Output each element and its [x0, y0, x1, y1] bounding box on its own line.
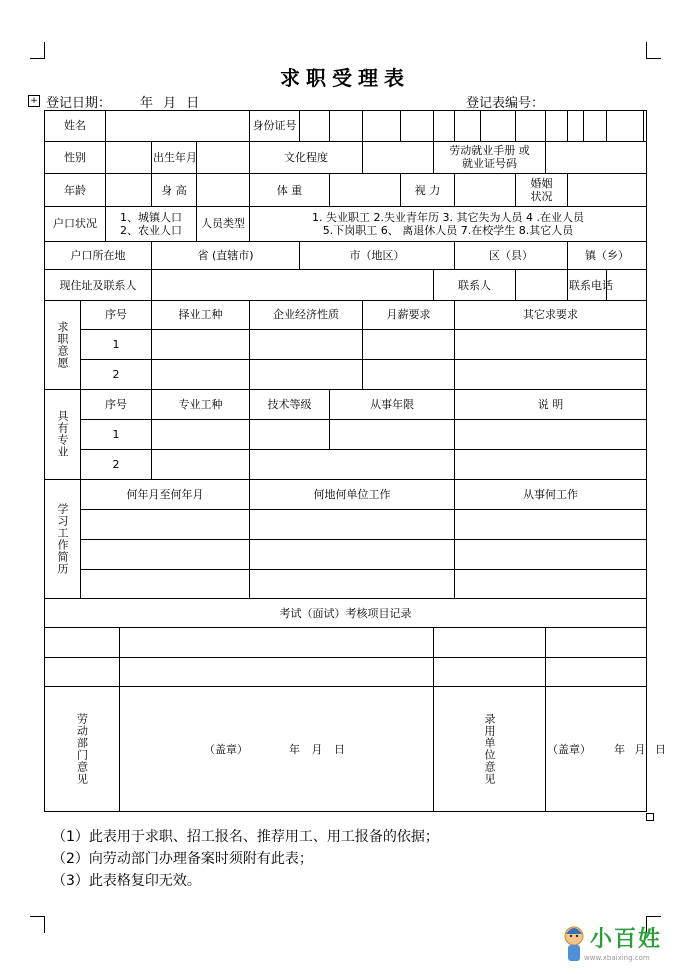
- history-cell[interactable]: [455, 569, 647, 599]
- field-age[interactable]: [106, 174, 152, 207]
- reg-date-label: 登记日期：: [46, 96, 112, 111]
- exam-row: [45, 627, 647, 657]
- intent-col-enterprise: 企业经济性质: [250, 301, 363, 330]
- skills-header-row: [45, 389, 647, 419]
- footnotes: [52, 826, 439, 892]
- exam-cell[interactable]: [120, 657, 434, 687]
- history-cell[interactable]: [250, 569, 455, 599]
- label-labor-card-line1: 劳动就业手册 或: [449, 144, 530, 158]
- skills-cell[interactable]: [455, 450, 647, 480]
- application-form-table: [44, 110, 670, 812]
- person-type-line2[interactable]: 5.下岗职工 6、 离退休人员 7.在校学生 8.其它人员: [322, 223, 574, 237]
- label-skills: 具有专业: [45, 389, 81, 479]
- field-name[interactable]: [106, 111, 250, 142]
- skills-cell[interactable]: [250, 419, 330, 450]
- id-digit[interactable]: [363, 111, 401, 142]
- intent-seq: 2: [81, 360, 152, 390]
- skills-col-seq: 序号: [81, 389, 152, 419]
- label-labor-card-line2: 就业证号码: [462, 157, 518, 171]
- reg-no-label: 登记表编号：: [466, 96, 545, 111]
- id-digit[interactable]: [584, 111, 607, 142]
- label-address: 现住址及联系人: [45, 270, 152, 301]
- skills-seq: 1: [81, 419, 152, 450]
- employer-seal-area[interactable]: [546, 687, 670, 812]
- history-cell[interactable]: [455, 540, 647, 570]
- label-id-no: 身份证号: [250, 111, 300, 142]
- intent-seq: 1: [81, 329, 152, 360]
- label-education: 文化程度: [250, 141, 363, 174]
- row-age-height: [45, 174, 647, 207]
- label-height: 身 高: [152, 174, 197, 207]
- skills-col-trade: 专业工种: [152, 389, 250, 419]
- logo-text: 小百姓: [590, 927, 663, 952]
- label-person-type: 人员类型: [197, 207, 250, 242]
- field-height[interactable]: [197, 174, 250, 207]
- field-birth[interactable]: [197, 141, 250, 174]
- note-3: （3）此表格复印无效。: [52, 873, 201, 889]
- label-name: 姓名: [45, 111, 106, 142]
- logo-url: www.xbaixing.com: [584, 954, 650, 962]
- seal-row: [45, 687, 647, 812]
- exam-cell[interactable]: [434, 657, 546, 687]
- employer-date: 年 月 日: [614, 742, 670, 756]
- field-contact[interactable]: [516, 270, 568, 301]
- history-header-row: [45, 479, 647, 510]
- intent-cell[interactable]: [455, 360, 647, 390]
- employer-seal-label: （盖章）: [547, 742, 592, 756]
- history-col-work: 从事何工作: [455, 479, 647, 510]
- person-type-line1[interactable]: 1. 失业职工 2.失业青年历 3. 其它失为人员 4 .在业人员: [312, 210, 584, 224]
- intent-cell[interactable]: [152, 329, 250, 360]
- intent-cell[interactable]: [363, 329, 455, 360]
- skills-cell[interactable]: [455, 419, 647, 450]
- labor-dept-seal-label: （盖章）: [204, 742, 249, 756]
- hukou-option-urban[interactable]: 1、城镇人口: [120, 210, 182, 224]
- crop-mark-bottom-left: [30, 916, 45, 933]
- intent-row: [45, 329, 647, 360]
- exam-title: 考试（面试）考核项目记录: [45, 599, 647, 628]
- note-2: （2）向劳动部门办理备案时须附有此表；: [52, 851, 313, 867]
- id-digit[interactable]: [546, 111, 568, 142]
- skills-cell[interactable]: [330, 419, 455, 450]
- intent-cell[interactable]: [250, 329, 363, 360]
- skills-cell[interactable]: [250, 450, 455, 480]
- row-address-contact: [45, 270, 647, 301]
- history-cell[interactable]: [250, 510, 455, 540]
- label-marital: [516, 174, 568, 207]
- label-labor-dept-opinion: 劳动部门意见: [45, 687, 120, 812]
- hukou-option-rural[interactable]: 2、农业人口: [120, 223, 182, 237]
- intent-col-seq: 序号: [81, 301, 152, 330]
- label-birth: 出生年月: [152, 141, 197, 174]
- label-weight: 体 重: [250, 174, 330, 207]
- reg-date-units: 年 月 日: [140, 96, 203, 111]
- field-address[interactable]: [152, 270, 434, 301]
- history-row: [45, 540, 647, 570]
- field-education[interactable]: [363, 141, 434, 174]
- history-cell[interactable]: [250, 540, 455, 570]
- intent-cell[interactable]: [250, 360, 363, 390]
- intent-row: [45, 360, 647, 390]
- history-cell[interactable]: [455, 510, 647, 540]
- label-hukou: 户口状况: [45, 207, 106, 242]
- row-gender-birth: [45, 141, 647, 174]
- intent-cell[interactable]: [363, 360, 455, 390]
- label-marital-line2: 状况: [530, 190, 553, 204]
- skills-col-notes: 说 明: [455, 389, 647, 419]
- person-type-options: [250, 207, 647, 242]
- exam-row: [45, 657, 647, 687]
- exam-cell[interactable]: [546, 627, 647, 657]
- field-vision[interactable]: [455, 174, 516, 207]
- skills-col-years: 从事年限: [330, 389, 455, 419]
- label-history: 学习工作简历: [45, 479, 81, 599]
- crop-mark-top-left: [30, 42, 45, 59]
- id-digit[interactable]: [434, 111, 455, 142]
- exam-title-row: [45, 599, 647, 628]
- skills-seq: 2: [81, 450, 152, 480]
- label-labor-card: [434, 141, 546, 174]
- field-weight[interactable]: [330, 174, 401, 207]
- intent-header-row: [45, 301, 647, 330]
- id-digit[interactable]: [330, 111, 363, 142]
- hukou-options: [106, 207, 197, 242]
- label-town: 镇（乡）: [568, 241, 647, 270]
- history-cell[interactable]: [81, 569, 250, 599]
- skills-col-level: 技术等级: [250, 389, 330, 419]
- skills-cell[interactable]: [152, 419, 250, 450]
- intent-cell[interactable]: [455, 329, 647, 360]
- form-title: 求职受理表: [280, 66, 410, 90]
- exam-cell[interactable]: [434, 627, 546, 657]
- exam-cell[interactable]: [45, 627, 120, 657]
- labor-dept-seal-area[interactable]: [120, 687, 434, 812]
- row-hukou-type: [45, 207, 647, 242]
- label-county: 区（县）: [455, 241, 568, 270]
- exam-cell[interactable]: [45, 657, 120, 687]
- label-city: 市（地区）: [300, 241, 455, 270]
- skills-row: [45, 450, 647, 480]
- history-cell[interactable]: [81, 540, 250, 570]
- label-province: 省 (直辖市): [152, 241, 300, 270]
- note-1: （1）此表用于求职、招工报名、推荐用工、用工报备的依据；: [52, 829, 439, 845]
- intent-col-salary: 月薪要求: [363, 301, 455, 330]
- id-digit[interactable]: [568, 111, 584, 142]
- id-digit[interactable]: [481, 111, 516, 142]
- id-digit[interactable]: [401, 111, 434, 142]
- field-labor-card[interactable]: [546, 141, 647, 174]
- crop-mark-top-right: [646, 42, 661, 59]
- label-employer-opinion: 录用单位意见: [434, 687, 546, 812]
- intent-cell[interactable]: [152, 360, 250, 390]
- history-row: [45, 510, 647, 540]
- id-digit[interactable]: [455, 111, 481, 142]
- label-intent: 求职意愿: [45, 301, 81, 390]
- label-contact: 联系人: [434, 270, 516, 301]
- table-move-handle-icon[interactable]: +: [28, 95, 40, 107]
- history-col-period: 何年月至何年月: [81, 479, 250, 510]
- row-name-id: [45, 111, 647, 142]
- id-digit[interactable]: [607, 111, 644, 142]
- labor-dept-date: 年 月 日: [289, 742, 350, 756]
- intent-col-other: 其它求要求: [455, 301, 647, 330]
- label-vision: 视 力: [401, 174, 455, 207]
- id-digit[interactable]: [644, 111, 647, 142]
- intent-col-job: 择业工种: [152, 301, 250, 330]
- history-col-employer: 何地何单位工作: [250, 479, 455, 510]
- history-cell[interactable]: [81, 510, 250, 540]
- skills-cell[interactable]: [152, 450, 250, 480]
- label-gender: 性别: [45, 141, 106, 174]
- field-marital[interactable]: [568, 174, 647, 207]
- exam-cell[interactable]: [546, 657, 647, 687]
- label-phone: 联系电话: [568, 270, 607, 301]
- skills-row: [45, 419, 647, 450]
- history-row: [45, 569, 647, 599]
- id-digit[interactable]: [300, 111, 330, 142]
- label-marital-line1: 婚姻: [530, 177, 553, 191]
- label-age: 年龄: [45, 174, 106, 207]
- row-hukou-address: [45, 241, 647, 270]
- exam-cell[interactable]: [120, 627, 434, 657]
- id-digit[interactable]: [516, 111, 546, 142]
- field-gender[interactable]: [106, 141, 152, 174]
- label-hukou-address: 户口所在地: [45, 241, 152, 270]
- table-resize-handle-icon[interactable]: [646, 813, 654, 821]
